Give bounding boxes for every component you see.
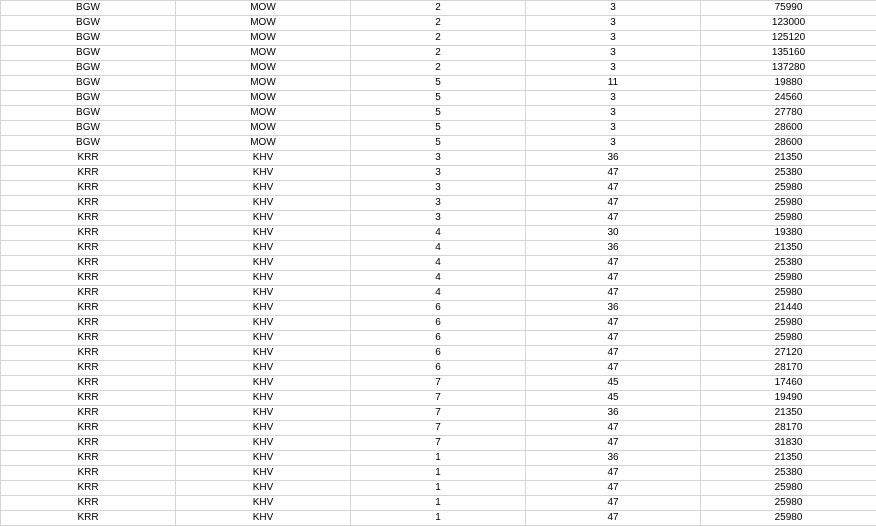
cell-origin[interactable]: KRR bbox=[1, 241, 176, 256]
cell-col-3[interactable]: 7 bbox=[351, 421, 526, 436]
cell-col-3[interactable]: 6 bbox=[351, 331, 526, 346]
cell-price[interactable]: 25980 bbox=[701, 181, 876, 196]
cell-price[interactable]: 28170 bbox=[701, 421, 876, 436]
cell-col-4[interactable]: 30 bbox=[526, 226, 701, 241]
cell-col-3[interactable]: 6 bbox=[351, 346, 526, 361]
cell-destination[interactable]: KHV bbox=[176, 481, 351, 496]
cell-price[interactable]: 28170 bbox=[701, 361, 876, 376]
table-row bbox=[1, 106, 876, 121]
cell-col-3[interactable]: 4 bbox=[351, 286, 526, 301]
cell-col-4[interactable]: 3 bbox=[526, 31, 701, 46]
cell-col-3[interactable]: 3 bbox=[351, 196, 526, 211]
cell-col-3[interactable]: 5 bbox=[351, 76, 526, 91]
table-row bbox=[1, 301, 876, 316]
table-row bbox=[1, 391, 876, 406]
cell-destination[interactable]: KHV bbox=[176, 316, 351, 331]
cell-col-3[interactable]: 6 bbox=[351, 361, 526, 376]
cell-destination[interactable]: KHV bbox=[176, 391, 351, 406]
cell-destination[interactable]: KHV bbox=[176, 346, 351, 361]
cell-destination[interactable]: KHV bbox=[176, 331, 351, 346]
cell-price[interactable]: 25380 bbox=[701, 466, 876, 481]
cell-origin[interactable]: KRR bbox=[1, 226, 176, 241]
table-row bbox=[1, 421, 876, 436]
cell-col-3[interactable]: 2 bbox=[351, 31, 526, 46]
cell-destination[interactable]: KHV bbox=[176, 151, 351, 166]
cell-origin[interactable]: KRR bbox=[1, 316, 176, 331]
cell-price[interactable]: 137280 bbox=[701, 61, 876, 76]
cell-col-4[interactable]: 3 bbox=[526, 91, 701, 106]
table-row bbox=[1, 76, 876, 91]
cell-price[interactable]: 19380 bbox=[701, 226, 876, 241]
cell-origin[interactable]: BGW bbox=[1, 136, 176, 151]
table-row bbox=[1, 331, 876, 346]
cell-col-3[interactable]: 2 bbox=[351, 16, 526, 31]
cell-origin[interactable]: KRR bbox=[1, 376, 176, 391]
cell-origin[interactable]: BGW bbox=[1, 106, 176, 121]
table-row bbox=[1, 91, 876, 106]
cell-price[interactable]: 24560 bbox=[701, 91, 876, 106]
table-row bbox=[1, 226, 876, 241]
cell-col-3[interactable]: 7 bbox=[351, 406, 526, 421]
cell-col-4[interactable]: 36 bbox=[526, 451, 701, 466]
cell-price[interactable]: 19880 bbox=[701, 76, 876, 91]
cell-col-4[interactable]: 36 bbox=[526, 301, 701, 316]
cell-origin[interactable]: BGW bbox=[1, 76, 176, 91]
cell-col-3[interactable]: 7 bbox=[351, 391, 526, 406]
cell-col-3[interactable]: 4 bbox=[351, 241, 526, 256]
cell-col-4[interactable]: 47 bbox=[526, 481, 701, 496]
cell-origin[interactable]: KRR bbox=[1, 286, 176, 301]
cell-origin[interactable]: KRR bbox=[1, 511, 176, 526]
cell-origin[interactable]: BGW bbox=[1, 91, 176, 106]
cell-origin[interactable]: BGW bbox=[1, 121, 176, 136]
table-row bbox=[1, 346, 876, 361]
cell-col-4[interactable]: 47 bbox=[526, 316, 701, 331]
cell-origin[interactable]: KRR bbox=[1, 481, 176, 496]
cell-origin[interactable]: KRR bbox=[1, 271, 176, 286]
spreadsheet-body bbox=[1, 1, 876, 526]
cell-destination[interactable]: MOW bbox=[176, 46, 351, 61]
cell-price[interactable]: 25980 bbox=[701, 496, 876, 511]
cell-col-4[interactable]: 47 bbox=[526, 346, 701, 361]
cell-origin[interactable]: BGW bbox=[1, 1, 176, 16]
cell-col-3[interactable]: 5 bbox=[351, 136, 526, 151]
cell-destination[interactable]: KHV bbox=[176, 211, 351, 226]
cell-col-4[interactable]: 36 bbox=[526, 406, 701, 421]
cell-destination[interactable]: KHV bbox=[176, 436, 351, 451]
cell-col-3[interactable]: 6 bbox=[351, 301, 526, 316]
cell-col-4[interactable]: 36 bbox=[526, 241, 701, 256]
cell-destination[interactable]: KHV bbox=[176, 466, 351, 481]
cell-col-3[interactable]: 1 bbox=[351, 496, 526, 511]
cell-col-4[interactable]: 47 bbox=[526, 496, 701, 511]
cell-origin[interactable]: KRR bbox=[1, 301, 176, 316]
cell-price[interactable]: 125120 bbox=[701, 31, 876, 46]
cell-price[interactable]: 25380 bbox=[701, 256, 876, 271]
cell-destination[interactable]: KHV bbox=[176, 196, 351, 211]
cell-destination[interactable]: KHV bbox=[176, 271, 351, 286]
table-row bbox=[1, 511, 876, 526]
cell-col-4[interactable]: 3 bbox=[526, 136, 701, 151]
cell-origin[interactable]: KRR bbox=[1, 391, 176, 406]
cell-col-3[interactable]: 1 bbox=[351, 511, 526, 526]
cell-col-3[interactable]: 5 bbox=[351, 121, 526, 136]
cell-col-3[interactable]: 5 bbox=[351, 91, 526, 106]
cell-destination[interactable]: KHV bbox=[176, 286, 351, 301]
cell-origin[interactable]: KRR bbox=[1, 466, 176, 481]
cell-col-3[interactable]: 3 bbox=[351, 211, 526, 226]
cell-price[interactable]: 25980 bbox=[701, 211, 876, 226]
cell-origin[interactable]: KRR bbox=[1, 256, 176, 271]
cell-col-4[interactable]: 3 bbox=[526, 1, 701, 16]
cell-destination[interactable]: MOW bbox=[176, 106, 351, 121]
cell-destination[interactable]: KHV bbox=[176, 376, 351, 391]
cell-col-3[interactable]: 1 bbox=[351, 466, 526, 481]
cell-origin[interactable]: KRR bbox=[1, 421, 176, 436]
table-row bbox=[1, 181, 876, 196]
cell-destination[interactable]: KHV bbox=[176, 511, 351, 526]
cell-col-3[interactable]: 3 bbox=[351, 181, 526, 196]
cell-price[interactable]: 75990 bbox=[701, 1, 876, 16]
table-row bbox=[1, 256, 876, 271]
cell-price[interactable]: 27780 bbox=[701, 106, 876, 121]
table-row bbox=[1, 121, 876, 136]
cell-col-3[interactable]: 3 bbox=[351, 151, 526, 166]
cell-col-3[interactable]: 3 bbox=[351, 166, 526, 181]
cell-price[interactable]: 25980 bbox=[701, 196, 876, 211]
cell-col-4[interactable]: 47 bbox=[526, 256, 701, 271]
cell-price[interactable]: 21350 bbox=[701, 241, 876, 256]
table-row bbox=[1, 136, 876, 151]
table-row bbox=[1, 496, 876, 511]
cell-origin[interactable]: KRR bbox=[1, 436, 176, 451]
cell-price[interactable]: 25380 bbox=[701, 166, 876, 181]
table-row bbox=[1, 466, 876, 481]
cell-col-4[interactable]: 45 bbox=[526, 376, 701, 391]
cell-col-3[interactable]: 6 bbox=[351, 316, 526, 331]
cell-price[interactable]: 25980 bbox=[701, 286, 876, 301]
cell-col-4[interactable]: 3 bbox=[526, 61, 701, 76]
table-row bbox=[1, 61, 876, 76]
cell-col-4[interactable]: 3 bbox=[526, 16, 701, 31]
cell-origin[interactable]: KRR bbox=[1, 331, 176, 346]
cell-price[interactable]: 135160 bbox=[701, 46, 876, 61]
cell-destination[interactable]: MOW bbox=[176, 61, 351, 76]
cell-col-4[interactable]: 47 bbox=[526, 331, 701, 346]
cell-col-3[interactable]: 5 bbox=[351, 106, 526, 121]
cell-price[interactable]: 123000 bbox=[701, 16, 876, 31]
table-row bbox=[1, 436, 876, 451]
cell-price[interactable]: 25980 bbox=[701, 271, 876, 286]
cell-price[interactable]: 17460 bbox=[701, 376, 876, 391]
table-row bbox=[1, 46, 876, 61]
cell-col-4[interactable]: 47 bbox=[526, 196, 701, 211]
cell-price[interactable]: 25980 bbox=[701, 481, 876, 496]
cell-col-4[interactable]: 45 bbox=[526, 391, 701, 406]
cell-price[interactable]: 25980 bbox=[701, 316, 876, 331]
cell-col-3[interactable]: 2 bbox=[351, 61, 526, 76]
table-row bbox=[1, 196, 876, 211]
cell-col-3[interactable]: 1 bbox=[351, 481, 526, 496]
cell-col-4[interactable]: 11 bbox=[526, 76, 701, 91]
cell-destination[interactable]: MOW bbox=[176, 1, 351, 16]
cell-origin[interactable]: KRR bbox=[1, 346, 176, 361]
cell-price[interactable]: 21440 bbox=[701, 301, 876, 316]
cell-origin[interactable]: KRR bbox=[1, 496, 176, 511]
cell-origin[interactable]: KRR bbox=[1, 406, 176, 421]
cell-destination[interactable]: MOW bbox=[176, 91, 351, 106]
table-row bbox=[1, 286, 876, 301]
cell-price[interactable]: 21350 bbox=[701, 451, 876, 466]
cell-origin[interactable]: KRR bbox=[1, 451, 176, 466]
cell-col-4[interactable]: 47 bbox=[526, 181, 701, 196]
table-row bbox=[1, 271, 876, 286]
cell-col-3[interactable]: 2 bbox=[351, 1, 526, 16]
cell-origin[interactable]: KRR bbox=[1, 361, 176, 376]
cell-destination[interactable]: KHV bbox=[176, 241, 351, 256]
cell-col-3[interactable]: 4 bbox=[351, 256, 526, 271]
cell-destination[interactable]: KHV bbox=[176, 256, 351, 271]
cell-destination[interactable]: KHV bbox=[176, 421, 351, 436]
table-row bbox=[1, 16, 876, 31]
cell-col-4[interactable]: 47 bbox=[526, 421, 701, 436]
cell-col-4[interactable]: 47 bbox=[526, 466, 701, 481]
table-row bbox=[1, 241, 876, 256]
cell-col-3[interactable]: 2 bbox=[351, 46, 526, 61]
cell-col-4[interactable]: 47 bbox=[526, 271, 701, 286]
table-row bbox=[1, 151, 876, 166]
cell-origin[interactable]: BGW bbox=[1, 46, 176, 61]
cell-origin[interactable]: KRR bbox=[1, 151, 176, 166]
cell-col-3[interactable]: 7 bbox=[351, 376, 526, 391]
cell-col-3[interactable]: 4 bbox=[351, 226, 526, 241]
cell-origin[interactable]: KRR bbox=[1, 196, 176, 211]
cell-col-4[interactable]: 3 bbox=[526, 121, 701, 136]
cell-destination[interactable]: MOW bbox=[176, 16, 351, 31]
table-row bbox=[1, 316, 876, 331]
cell-destination[interactable]: KHV bbox=[176, 181, 351, 196]
table-row bbox=[1, 406, 876, 421]
cell-col-4[interactable]: 47 bbox=[526, 436, 701, 451]
table-row bbox=[1, 31, 876, 46]
cell-col-3[interactable]: 7 bbox=[351, 436, 526, 451]
cell-destination[interactable]: MOW bbox=[176, 136, 351, 151]
cell-price[interactable]: 31830 bbox=[701, 436, 876, 451]
cell-destination[interactable]: KHV bbox=[176, 361, 351, 376]
cell-col-4[interactable]: 3 bbox=[526, 106, 701, 121]
cell-price[interactable]: 25980 bbox=[701, 331, 876, 346]
cell-col-4[interactable]: 36 bbox=[526, 151, 701, 166]
cell-destination[interactable]: KHV bbox=[176, 166, 351, 181]
cell-price[interactable]: 28600 bbox=[701, 121, 876, 136]
cell-col-4[interactable]: 47 bbox=[526, 211, 701, 226]
cell-price[interactable]: 21350 bbox=[701, 406, 876, 421]
cell-origin[interactable]: BGW bbox=[1, 31, 176, 46]
cell-price[interactable]: 25980 bbox=[701, 511, 876, 526]
cell-destination[interactable]: MOW bbox=[176, 121, 351, 136]
cell-col-4[interactable]: 47 bbox=[526, 511, 701, 526]
cell-origin[interactable]: BGW bbox=[1, 61, 176, 76]
cell-col-3[interactable]: 4 bbox=[351, 271, 526, 286]
cell-origin[interactable]: KRR bbox=[1, 181, 176, 196]
cell-destination[interactable]: KHV bbox=[176, 226, 351, 241]
table-row bbox=[1, 376, 876, 391]
cell-col-4[interactable]: 47 bbox=[526, 166, 701, 181]
table-row bbox=[1, 481, 876, 496]
cell-col-3[interactable]: 1 bbox=[351, 451, 526, 466]
cell-price[interactable]: 28600 bbox=[701, 136, 876, 151]
cell-origin[interactable]: KRR bbox=[1, 211, 176, 226]
cell-destination[interactable]: KHV bbox=[176, 451, 351, 466]
cell-col-4[interactable]: 47 bbox=[526, 286, 701, 301]
table-row bbox=[1, 361, 876, 376]
cell-price[interactable]: 21350 bbox=[701, 151, 876, 166]
cell-col-4[interactable]: 3 bbox=[526, 46, 701, 61]
cell-price[interactable]: 27120 bbox=[701, 346, 876, 361]
table-row bbox=[1, 166, 876, 181]
cell-destination[interactable]: MOW bbox=[176, 31, 351, 46]
cell-origin[interactable]: BGW bbox=[1, 16, 176, 31]
cell-destination[interactable]: KHV bbox=[176, 496, 351, 511]
cell-origin[interactable]: KRR bbox=[1, 166, 176, 181]
cell-destination[interactable]: MOW bbox=[176, 76, 351, 91]
cell-price[interactable]: 19490 bbox=[701, 391, 876, 406]
cell-destination[interactable]: KHV bbox=[176, 406, 351, 421]
cell-destination[interactable]: KHV bbox=[176, 301, 351, 316]
table-row bbox=[1, 1, 876, 16]
cell-col-4[interactable]: 47 bbox=[526, 361, 701, 376]
table-row bbox=[1, 211, 876, 226]
table-row bbox=[1, 451, 876, 466]
